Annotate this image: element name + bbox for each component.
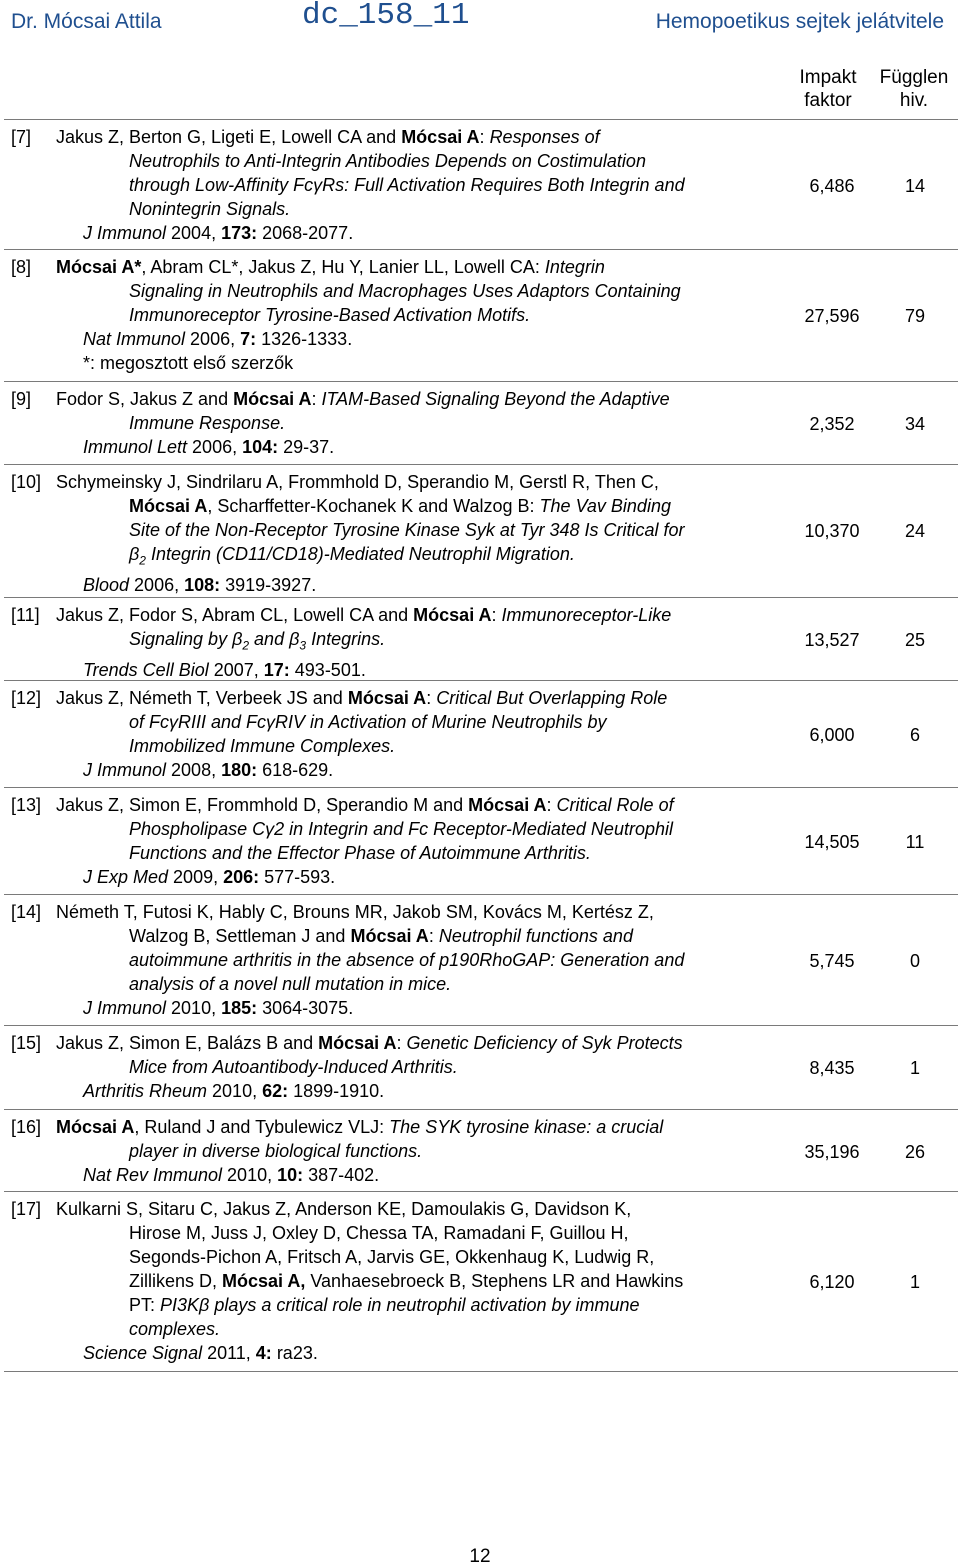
citation-count: 1	[909, 1058, 920, 1078]
ref-citation: Schymeinsky J, Sindrilaru A, Frommhold D, Sperandio M, Gerstl R, Then C, Mócsai A, Scharffetter-Kochanek K and Walzog B: The Vav Binding Site of the Non-Receptor Tyrosine Kinase Syk at Tyr 348 Is Critical for $\beta_2$ Integrin (CD11/CD18)-Mediated Neutrophil Migration. Blood 2006, 108: 3919-3927.	[56, 472, 685, 595]
impact-factor-value: 6,120	[809, 1272, 855, 1292]
impact-factor-value: 27,596	[804, 306, 860, 326]
ref-citation: Jakus Z, Simon E, Balázs B and Mócsai A: Genetic Deficiency of Syk Protects Mice from Autoantibody-Induced Arthritis. Arthritis Rheum 2010, 62: 1899-1910.	[56, 1033, 683, 1101]
header-code: dc_158_11	[302, 0, 470, 33]
ref-number: [13]	[11, 795, 42, 815]
ref-citation: Jakus Z, Németh T, Verbeek JS and Mócsai A: Critical But Overlapping Role of FcγRIII and FcγRIV in Activation of Murine Neutrophils by Immobilized Immune Complexes. J Immunol 2008, 180: 618-629.	[56, 688, 668, 780]
ref-citation: Jakus Z, Berton G, Ligeti E, Lowell CA and Mócsai A: Responses of Neutrophils to Anti-Integrin Antibodies Depends on Costimulation through Low-Affinity FcγRs: Full Activation Requires Both Integrin and Nonintegrin Signals. J Immunol 2004, 173: 2068-2077.	[56, 127, 685, 243]
header-author: Dr. Mócsai Attila	[11, 10, 162, 33]
impact-factor-value: 8,435	[809, 1058, 855, 1078]
citation-count: 6	[909, 725, 920, 745]
citation-count: 26	[904, 1142, 926, 1162]
impact-factor-value: 5,745	[809, 951, 855, 971]
ref-citation: Jakus Z, Fodor S, Abram CL, Lowell CA and Mócsai A: Immunoreceptor-Like Signaling by $\beta_2$ and $\beta_3$ Integrins. Trends Cell Biol 2007, 17: 493-501.	[56, 605, 672, 680]
reference-row	[4, 382, 958, 465]
column-header-independent-citations	[872, 66, 956, 112]
reference-row	[4, 681, 958, 788]
page-header	[0, 0, 960, 46]
reference-row	[4, 465, 958, 598]
ref-number: [8]	[11, 257, 32, 277]
ref-citation: Mócsai A, Ruland J and Tybulewicz VLJ: The SYK tyrosine kinase: a crucial player in diverse biological functions. Nat Rev Immunol 2010, 10: 387-402.	[56, 1117, 664, 1185]
ref-number: [14]	[11, 902, 42, 922]
ref-number: [15]	[11, 1033, 42, 1053]
impact-factor-value: 2,352	[809, 414, 855, 434]
citation-count: 24	[904, 521, 926, 541]
ref-number: [12]	[11, 688, 42, 708]
reference-row	[4, 598, 958, 681]
impact-factor-value: 13,527	[804, 630, 860, 650]
ref-number: [11]	[11, 605, 40, 625]
page-number: 12	[469, 1546, 491, 1567]
reference-row	[4, 1110, 958, 1192]
ref-number: [9]	[11, 389, 32, 409]
citation-count: 0	[909, 951, 920, 971]
ref-citation: Németh T, Futosi K, Hably C, Brouns MR, Jakob SM, Kovács M, Kertész Z, Walzog B, Settleman J and Mócsai A: Neutrophil functions and autoimmune arthritis in the absence of p190RhoGAP: Generation and analysis of a novel null mutation in mice. J Immunol 2010, 185: 3064-3075.	[56, 902, 685, 1018]
impact-factor-value: 10,370	[804, 521, 860, 541]
ref-citation: Fodor S, Jakus Z and Mócsai A: ITAM-Based Signaling Beyond the Adaptive Immune Response. Immunol Lett 2006, 104: 29-37.	[56, 389, 670, 457]
impact-label-1: Impakt	[799, 67, 857, 88]
ref-citation: Mócsai A*, Abram CL*, Jakus Z, Hu Y, Lanier LL, Lowell CA: Integrin Signaling in Neutrophils and Macrophages Uses Adaptors Containing Immunoreceptor Tyrosine-Based Activation Motifs. Nat Immunol 2006, 7: 1326-1333. *: megosztott első szerzők	[56, 255, 778, 375]
ref-number: [17]	[11, 1199, 42, 1219]
reference-row	[4, 250, 958, 382]
impact-factor-value: 6,000	[809, 725, 855, 745]
ref-number: [16]	[11, 1117, 42, 1137]
citation-count: 34	[904, 414, 926, 434]
indep-label-1: Függlen	[879, 67, 949, 88]
citation-count: 1	[909, 1272, 920, 1292]
shared-authorship-note: *: megosztott első szerzők	[83, 353, 294, 373]
citation-count: 11	[905, 832, 925, 852]
impact-factor-value: 6,486	[809, 176, 855, 196]
reference-row	[4, 1026, 958, 1110]
impact-label-2: faktor	[804, 90, 852, 111]
citation-count: 25	[904, 630, 926, 650]
reference-row	[4, 1192, 958, 1372]
impact-factor-value: 35,196	[804, 1142, 860, 1162]
ref-citation: Jakus Z, Simon E, Frommhold D, Sperandio M and Mócsai A: Critical Role of Phospholipase Cγ2 in Integrin and Fc Receptor-Mediated Neutrophil Functions and the Effector Phase of Autoimmune Arthritis. J Exp Med 2009, 206: 577-593.	[56, 795, 674, 887]
reference-row	[4, 120, 958, 250]
header-topic: Hemopoetikus sejtek jelátvitele	[655, 10, 944, 33]
citation-count: 14	[904, 176, 926, 196]
ref-number: [7]	[11, 127, 32, 147]
ref-citation: Kulkarni S, Sitaru C, Jakus Z, Anderson KE, Damoulakis G, Davidson K, Hirose M, Juss J, Oxley D, Chessa TA, Ramadani F, Guillou H, Segonds-Pichon A, Fritsch A, Jarvis GE, Okkenhaug K, Ludwig R, Zillikens D, Mócsai A, Vanhaesebroeck B, Stephens LR and Hawkins PT: PI3Kβ plays a critical role in neutrophil activation by immune complexes. Science Signal 2011, 4: ra23.	[56, 1199, 684, 1363]
indep-label-2: hiv.	[899, 90, 929, 111]
reference-list	[4, 120, 958, 1372]
citation-count: 79	[904, 306, 926, 326]
ref-number: [10]	[11, 472, 42, 492]
reference-row	[4, 788, 958, 895]
reference-row	[4, 895, 958, 1026]
column-header-impact-factor	[792, 66, 864, 112]
impact-factor-value: 14,505	[804, 832, 860, 852]
